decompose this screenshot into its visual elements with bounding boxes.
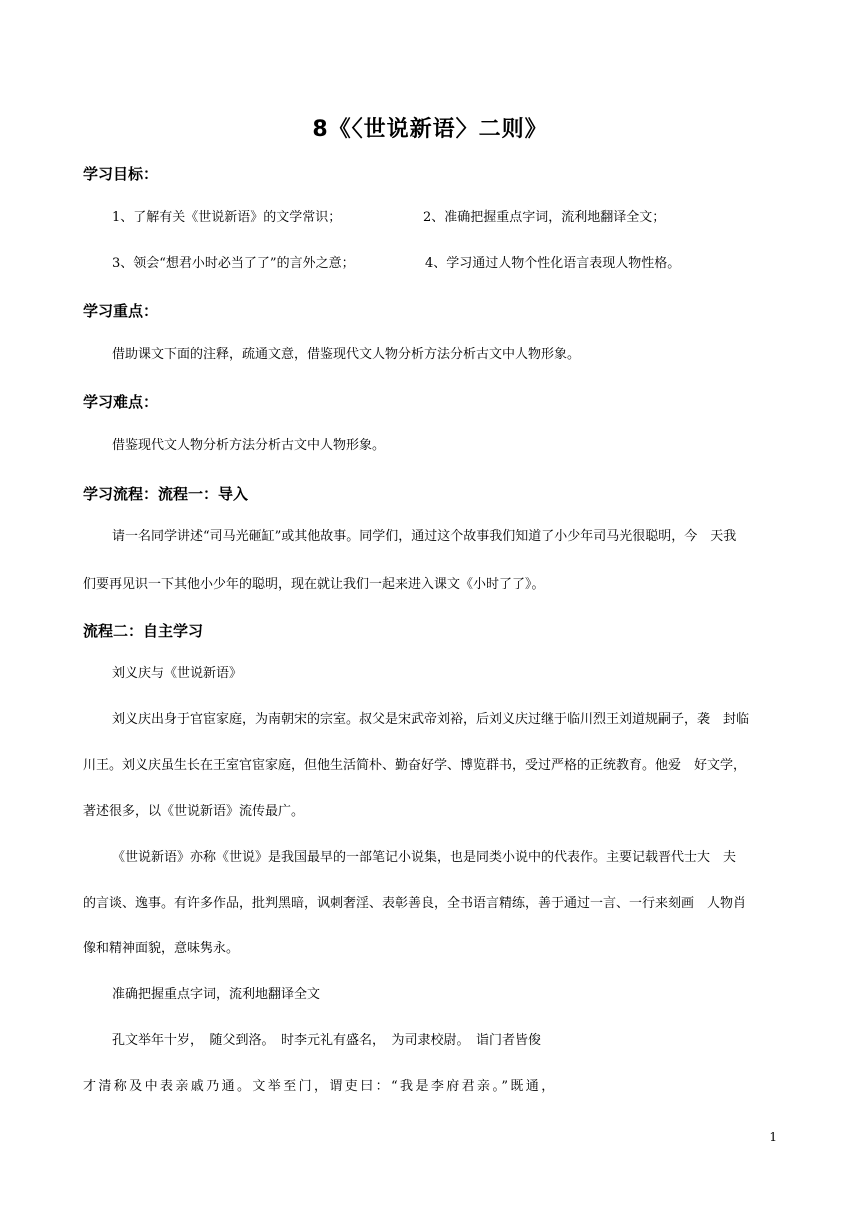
objectives-heading: 学习目标：: [83, 165, 159, 183]
page-number: 1: [769, 1130, 777, 1144]
process2-heading: 流程二：自主学习: [83, 622, 204, 640]
difficulties-text: 借鉴现代文人物分析方法分析古文中人物形象。: [112, 438, 386, 453]
key-points-text: 借助课文下面的注释，疏通文意，借鉴现代文人物分析方法分析古文中人物形象。: [112, 347, 581, 362]
objective-item-2: 2、准确把握重点字词，流利地翻译全文；: [423, 210, 666, 225]
paragraph-1-line-1: 刘义庆出身于官宦家庭，为南朝宋的宗室。叔父是宋武帝刘裕，后刘义庆过继于临川烈王刘道规嗣子，袭 封临: [112, 712, 750, 727]
classical-text-line-2: 才清称及中表亲戚乃通。文举至门，谓吏曰：“我是李府君亲。”既通，: [83, 1079, 557, 1094]
objective-item-4: 4、学习通过人物个性化语言表现人物性格。: [425, 256, 681, 271]
key-points-heading: 学习重点：: [83, 302, 159, 320]
paragraph-2-line-2: 的言谈、逸事。有许多作品，批判黑暗，讽刺奢淫、表彰善良，全书语言精练，善于通过一言、一行来刻画 人物肖: [83, 896, 747, 911]
process1-heading: 学习流程：流程一：导入: [83, 485, 249, 503]
classical-text-line-1: 孔文举年十岁， 随父到洛。 时李元礼有盛名， 为司隶校尉。 诣门者皆俊: [112, 1033, 542, 1048]
paragraph-2-line-3: 像和精神面貌，意味隽永。: [83, 941, 240, 956]
process1-line-1: 请一名同学讲述“司马光砸缸”或其他故事。同学们，通过这个故事我们知道了小少年司马光很聪明，今 天我: [112, 529, 737, 544]
process2-subheading-1: 刘义庆与《世说新语》: [112, 666, 243, 681]
page-title: 8《〈世说新语〉二则》: [312, 117, 548, 142]
objective-item-1: 1、了解有关《世说新语》的文学常识；: [112, 210, 342, 225]
difficulties-heading: 学习难点：: [83, 393, 159, 411]
process1-line-2: 们要再见识一下其他小少年的聪明，现在就让我们一起来进入课文《小时了了》。: [83, 577, 545, 592]
paragraph-1-line-2: 川王。刘义庆虽生长在王室官宦家庭，但他生活简朴、勤奋好学、博览群书，受过严格的正统教育。他爱 好文学，: [83, 758, 747, 773]
paragraph-2-line-1: 《世说新语》亦称《世说》是我国最早的一部笔记小说集，也是同类小说中的代表作。主要记载晋代士大 夫: [112, 850, 737, 865]
process2-subheading-2: 准确把握重点字词，流利地翻译全文: [112, 987, 321, 1002]
paragraph-1-line-3: 著述很多，以《世说新语》流传最广。: [83, 804, 305, 819]
objective-item-3: 3、领会“想君小时必当了了”的言外之意；: [112, 256, 355, 271]
